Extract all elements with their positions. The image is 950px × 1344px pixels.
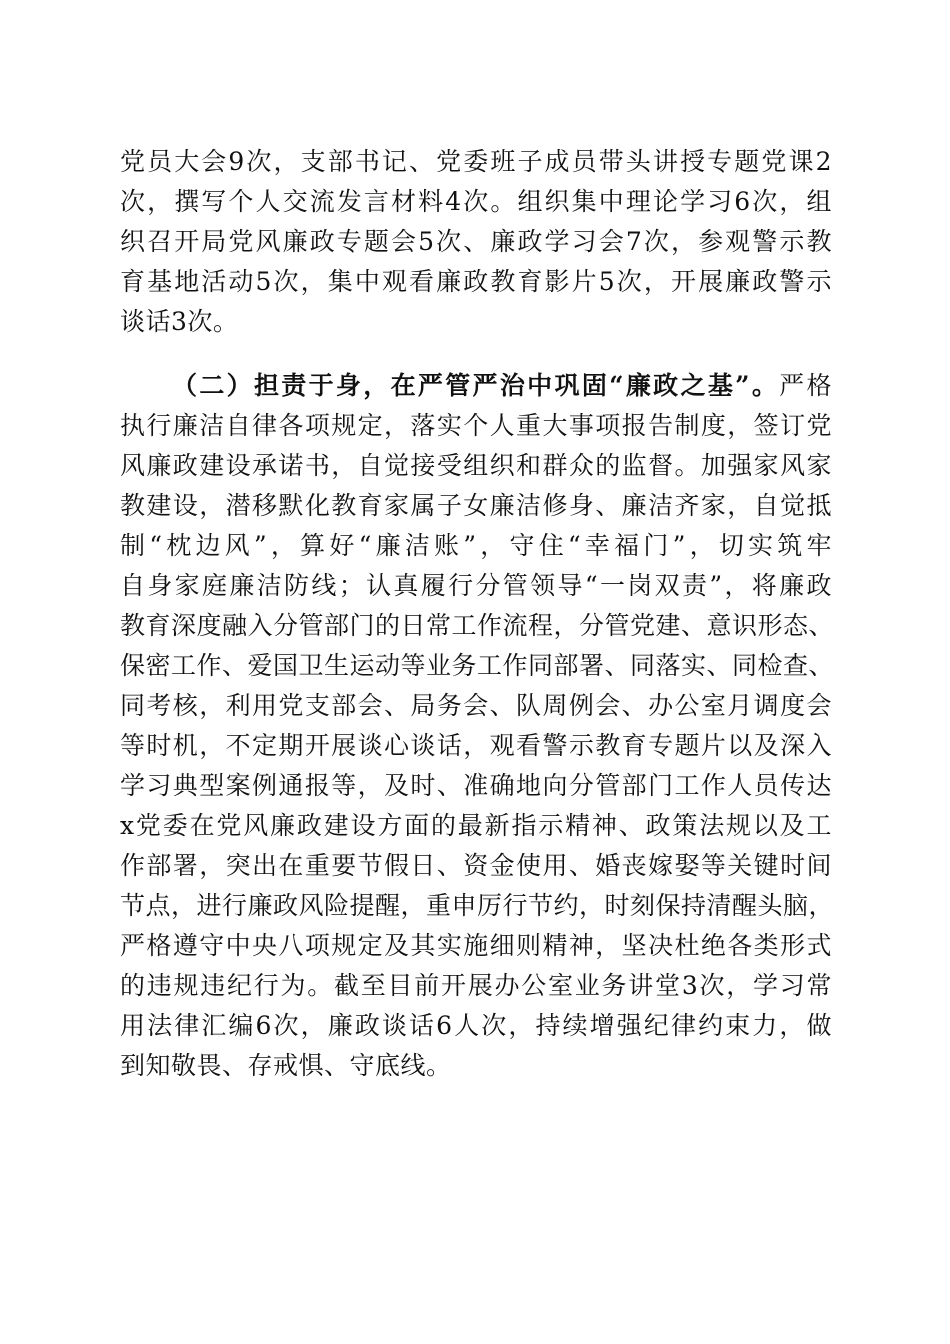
paragraph-line: 用法律汇编6次，廉政谈话6人次，持续增强纪律约束力，做 — [120, 1011, 832, 1040]
paragraph-line: 等时机，不定期开展谈心谈话，观看警示教育专题片以及深入 — [120, 731, 832, 760]
paragraph-line: 的违规违纪行为。截至目前开展办公室业务讲堂3次，学习常 — [120, 971, 832, 1000]
paragraph-line: 执行廉洁自律各项规定，落实个人重大事项报告制度，签订党 — [120, 411, 832, 440]
section-heading: （二）担责于身，在严管严治中巩固“廉政之基”。 — [172, 371, 780, 400]
paragraph-line: 学习典型案例通报等，及时、准确地向分管部门工作人员传达 — [120, 771, 832, 800]
paragraph-line: 育基地活动5次，集中观看廉政教育影片5次，开展廉政警示 — [120, 267, 832, 296]
paragraph-first-line — [120, 366, 832, 406]
paragraph-line: 制“枕边风”，算好“廉洁账”，守住“幸福门”，切实筑牢 — [120, 531, 832, 560]
paragraph-line: 节点，进行廉政风险提醒，重申厉行节约，时刻保持清醒头脑， — [120, 891, 835, 920]
paragraph-line: 严格遵守中央八项规定及其实施细则精神，坚决杜绝各类形式 — [120, 931, 832, 960]
paragraph-line: x党委在党风廉政建设方面的最新指示精神、政策法规以及工 — [120, 811, 832, 840]
paragraph-line: 自身家庭廉洁防线；认真履行分管领导“一岗双责”，将廉政 — [120, 571, 832, 600]
paragraph-line: 党员大会9次，支部书记、党委班子成员带头讲授专题党课2 — [120, 147, 832, 176]
paragraph-line: 到知敬畏、存戒惧、守底线。 — [120, 1051, 452, 1080]
paragraph-line: 同考核，利用党支部会、局务会、队周例会、办公室月调度会 — [120, 691, 832, 720]
paragraph-line: 保密工作、爱国卫生运动等业务工作同部署、同落实、同检查、 — [120, 651, 835, 680]
paragraph-line: 谈话3次。 — [120, 307, 239, 336]
paragraph-1 — [120, 142, 832, 342]
paragraph-line: 风廉政建设承诺书，自觉接受组织和群众的监督。加强家风家 — [120, 451, 832, 480]
heading-line-rest: 严格 — [779, 371, 832, 400]
paragraph-line: 教育深度融入分管部门的日常工作流程，分管党建、意识形态、 — [120, 611, 835, 640]
paragraph-line: 教建设，潜移默化教育家属子女廉洁修身、廉洁齐家，自觉抵 — [120, 491, 832, 520]
paragraph-line: 次，撰写个人交流发言材料4次。组织集中理论学习6次，组 — [120, 187, 832, 216]
paragraph-line: 作部署，突出在重要节假日、资金使用、婚丧嫁娶等关键时间 — [120, 851, 832, 880]
paragraph-line: 织召开局党风廉政专题会5次、廉政学习会7次，参观警示教 — [120, 227, 832, 256]
paragraph-2 — [120, 366, 835, 1086]
